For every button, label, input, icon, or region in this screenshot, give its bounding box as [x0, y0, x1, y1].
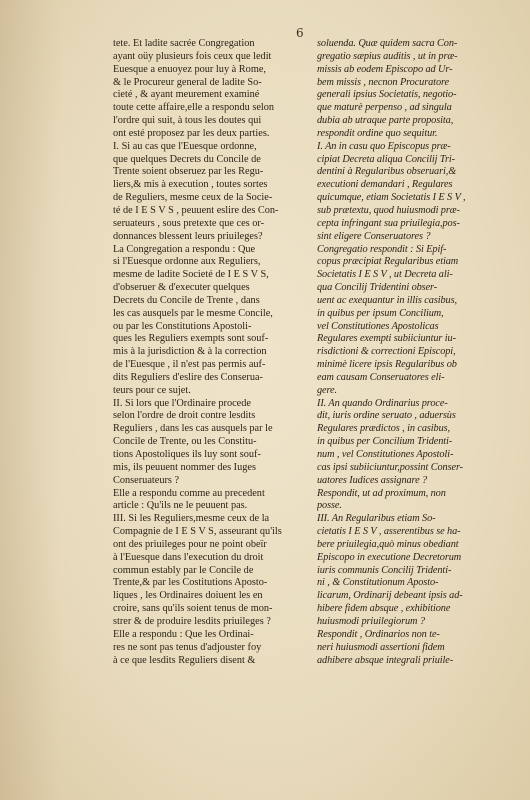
text-line: Regulares prædictos , in casibus,: [317, 423, 451, 435]
text-line: Respondit , Ordinarios non te-: [317, 628, 440, 640]
text-line: uatores Iudices assignare ?: [317, 474, 428, 486]
text-line: l'ordre qui suit, à tous les doutes qui: [113, 115, 262, 127]
text-line: Trente soient obseruez par les Regu-: [113, 166, 264, 178]
text-line: Reguliers , dans les cas ausquels par le: [113, 423, 273, 435]
text-line: sint eligere Conseruatores ?: [317, 230, 431, 242]
text-line: ou par les Constitutions Apostoli-: [113, 320, 252, 332]
text-line: donnances blessent leurs priuileges?: [113, 230, 263, 242]
text-line: res ne sont pas tenus d'adjouster foy: [113, 641, 262, 653]
text-line: Compagnie de I E S V S, asseurant qu'ils: [113, 526, 282, 538]
text-line: quicumque, etiam Societatis I E S V ,: [317, 192, 466, 204]
text-line: posse.: [317, 500, 342, 512]
text-line: croire, sans qu'ils soient tenus de mon-: [113, 603, 273, 615]
text-line: tete. Et ladite sacrée Congregation: [113, 38, 255, 49]
text-line: article : Qu'ils ne le peuuent pas.: [113, 500, 248, 512]
text-line: I. An in casu quo Episcopus præ-: [317, 140, 451, 152]
text-line: té de I E S V S , peuuent eslire des Con-: [113, 204, 279, 216]
text-line: cieté , & ayant meurement examiné: [113, 89, 260, 101]
text-line: iuris communis Concilij Tridenti-: [317, 564, 452, 576]
text-line: II. An quando Ordinarius proce-: [317, 397, 448, 409]
text-line: dit, iuris ordine seruato , aduersùs: [317, 410, 456, 422]
text-line: Episcopo in executione Decretorum: [317, 551, 462, 563]
text-line: dubia ab utraque parte proposita,: [317, 115, 454, 127]
text-line: les cas ausquels par le mesme Concile,: [113, 307, 273, 319]
text-line: que quelques Decrets du Concile de: [113, 153, 261, 165]
text-line: à ce que lesdits Reguliers disent &: [113, 654, 256, 666]
text-line: mis à la jurisdiction & à la correction: [113, 346, 267, 358]
text-line: mesme de ladite Societé de I E S V S,: [113, 269, 269, 281]
text-line: ont esté proposez par les deux parties.: [113, 127, 270, 139]
text-line: ni , & Constitutionum Aposto-: [317, 577, 439, 589]
text-line: d'obseruer & d'executer quelques: [113, 282, 250, 294]
text-line: tions Apostoliques ils luy sont souf-: [113, 449, 261, 460]
text-line: Elle a respondu comme au precedent: [113, 487, 265, 499]
text-line: selon l'ordre de droit contre lesdits: [113, 410, 256, 422]
text-line: uent ac exequantur in illis casibus,: [317, 294, 457, 306]
text-line: ont des priuileges pour ne point obeïr: [113, 538, 267, 550]
text-line: risdictioni & correctioni Episcopi,: [317, 346, 456, 358]
text-line: huiusmodi priuilegiorum ?: [317, 615, 425, 627]
latin-text-column: [317, 38, 499, 667]
french-text-column: [113, 38, 310, 667]
text-line: executioni demandari , Regulares: [317, 179, 453, 191]
text-line: de Reguliers, mesme ceux de la Socie-: [113, 192, 273, 204]
text-line: dits Reguliers d'eslire des Conserua-: [113, 371, 263, 383]
text-line: qua Concilij Tridentini obser-: [317, 282, 438, 294]
text-line: liques , les Ordinaires doiuent les en: [113, 590, 263, 602]
text-line: ayant oüy plusieurs fois ceux que ledit: [113, 50, 272, 62]
text-line: generali ipsius Societatis, negotio-: [317, 89, 457, 101]
text-line: minimè licere ipsis Regularibus ob: [317, 359, 457, 371]
text-line: liers,& mis à execution , toutes sortes: [113, 179, 268, 191]
text-line: Congregatio respondit : Si Epif-: [317, 243, 447, 255]
text-line: num , vel Constitutiones Apostoli-: [317, 449, 454, 460]
text-line: Concile de Trente, ou les Constitu-: [113, 436, 257, 448]
text-line: seruateurs , sous pretexte que ces or-: [113, 217, 265, 229]
text-line: cepta infringant sua priuilegia,pos-: [317, 217, 460, 229]
text-line: sub prætextu, quod huiusmodi præ-: [317, 204, 460, 216]
text-line: teurs pour ce sujet.: [113, 384, 191, 396]
text-line: que maturè perpenso , ad singula: [317, 102, 452, 114]
text-line: de l'Euesque , il n'est pas permis auf-: [113, 359, 266, 371]
text-line: in quibus per Concilium Tridenti-: [317, 436, 453, 448]
text-line: Conseruateurs ?: [113, 474, 180, 486]
text-line: & le Procureur general de ladite So-: [113, 76, 262, 88]
text-line: toute cette affaire,elle a respondu selon: [113, 102, 275, 114]
text-line: si l'Euesque ordonne aux Reguliers,: [113, 256, 261, 268]
text-line: bere priuilegia,quò minus obediant: [317, 538, 459, 550]
text-line: adhibere absque integrali priuile-: [317, 654, 454, 666]
page-number: 6: [296, 26, 304, 40]
text-line: gregatio sæpius auditis , ut in præ-: [317, 50, 458, 62]
text-line: hibere fidem absque , exhibitione: [317, 603, 451, 615]
text-line: mis, ils peuuent nommer des Iuges: [113, 461, 256, 473]
text-line: ques les Reguliers exempts sont souf-: [113, 333, 269, 345]
text-line: missis ab eodem Episcopo ad Ur-: [317, 63, 453, 75]
text-line: cietatis I E S V , asserentibus se ha-: [317, 526, 461, 538]
page-fold-shadow: [0, 0, 60, 800]
text-line: soluenda. Quæ quidem sacra Con-: [317, 38, 458, 49]
text-line: à l'Euesque dans l'execution du droit: [113, 551, 264, 563]
text-line: dentini à Regularibus obseruari,&: [317, 166, 457, 178]
text-line: cas ipsi subiiciuntur,possint Conser-: [317, 461, 463, 473]
text-line: neri huiusmodi assertioni fidem: [317, 641, 445, 653]
text-line: Respondit, ut ad proximum, non: [317, 487, 446, 499]
text-line: respondit ordine quo sequitur.: [317, 127, 438, 139]
text-line: La Congregation a respondu : Que: [113, 243, 256, 255]
text-line: I. Si au cas que l'Euesque ordonne,: [113, 140, 257, 152]
text-line: Regulares exempti subiiciuntur iu-: [317, 333, 456, 345]
text-line: Decrets du Concile de Trente , dans: [113, 294, 260, 306]
text-line: Elle a respondu : Que les Ordinai-: [113, 628, 254, 640]
text-line: III. An Regularibus etiam So-: [317, 513, 436, 525]
text-line: vel Constitutiones Apostolicas: [317, 320, 439, 332]
text-line: strer & de produire lesdits priuileges ?: [113, 615, 271, 627]
text-line: licarum, Ordinarij debeant ipsis ad-: [317, 590, 463, 602]
text-line: II. Si lors que l'Ordinaire procede: [113, 397, 251, 409]
text-line: Euesque a enuoyez pour luy à Rome,: [113, 63, 266, 75]
text-line: III. Si les Reguliers,mesme ceux de la: [113, 513, 270, 525]
text-line: gere.: [317, 384, 337, 396]
text-line: eam causam Conseruatores eli-: [317, 371, 445, 383]
text-line: Societatis I E S V , ut Decreta ali-: [317, 269, 453, 281]
text-line: Trente,& par les Costitutions Aposto-: [113, 577, 268, 589]
text-line: copus præcipiat Regularibus etiam: [317, 256, 459, 268]
text-line: bem missis , necnon Procuratore: [317, 76, 449, 88]
text-line: commun estably par le Concile de: [113, 564, 254, 576]
text-line: cipiat Decreta aliqua Concilij Tri-: [317, 153, 455, 165]
text-line: in quibus per ipsum Concilium,: [317, 307, 444, 319]
